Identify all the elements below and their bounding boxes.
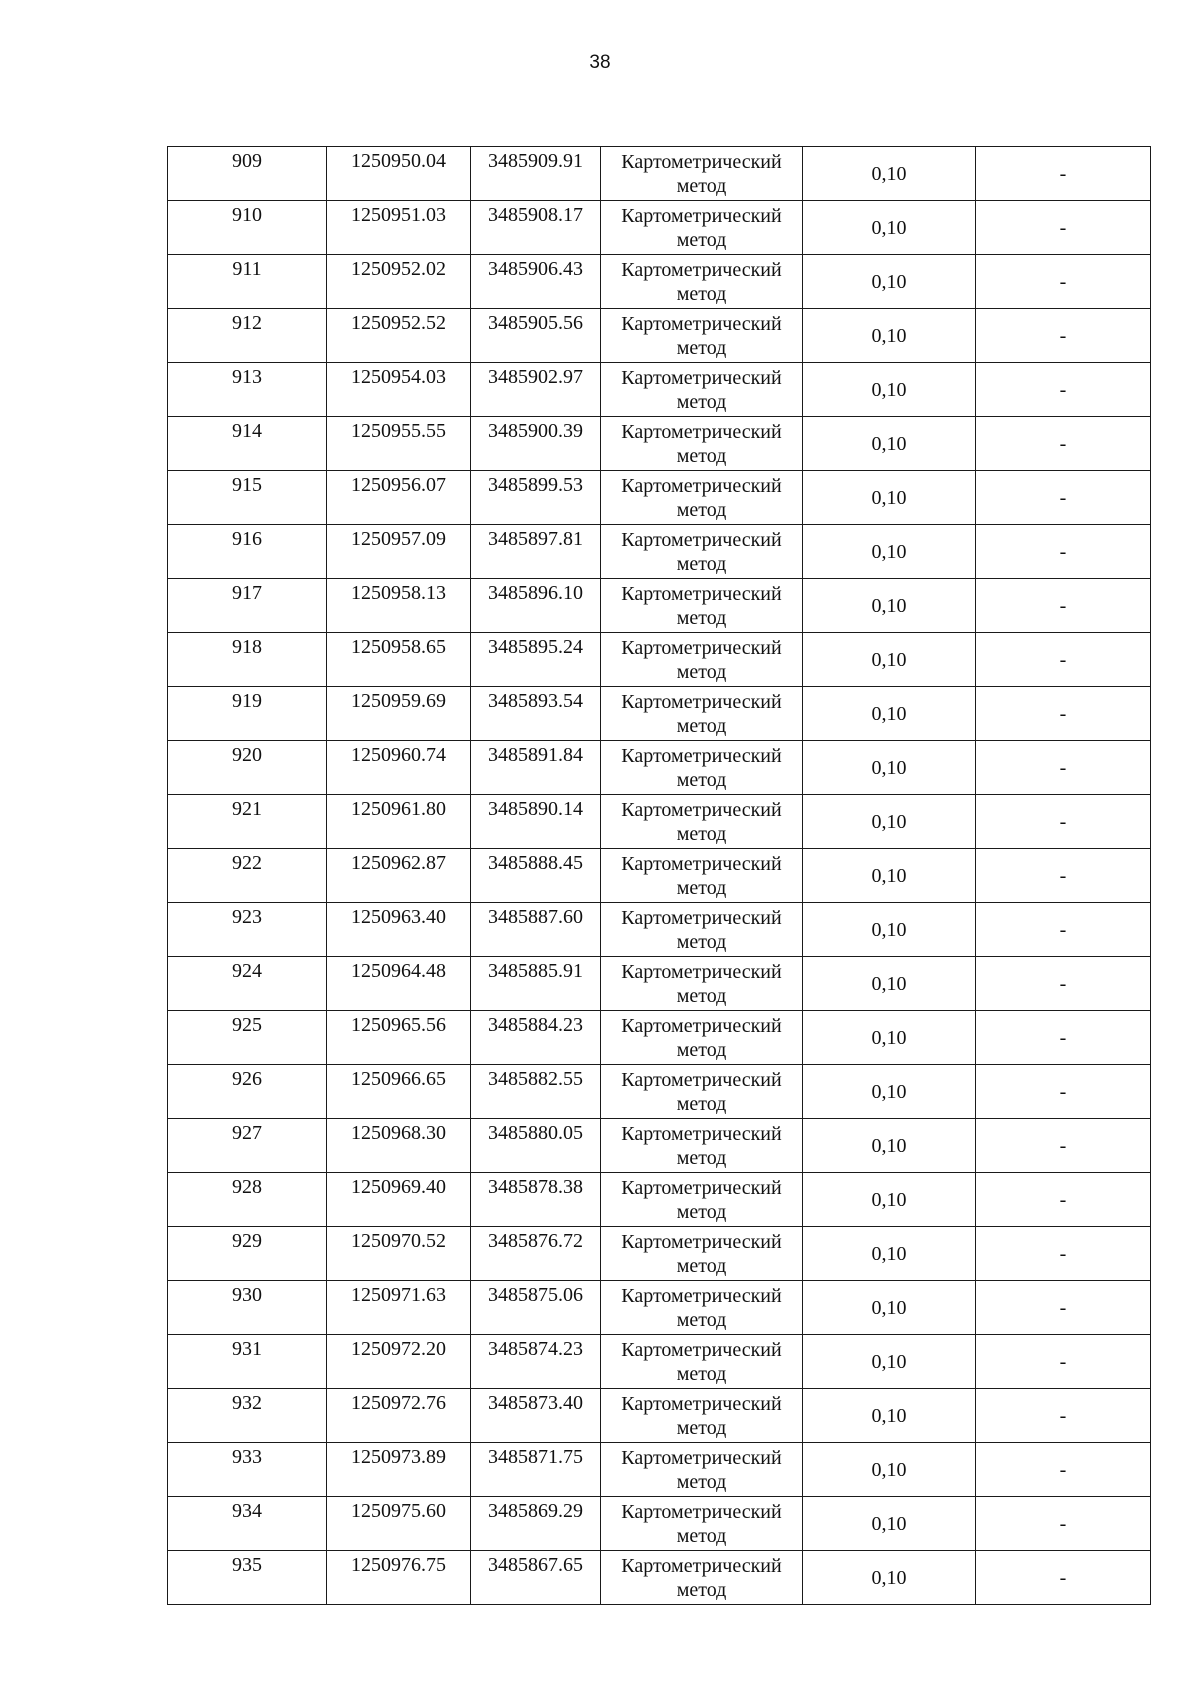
method-cell [601, 687, 803, 741]
method-line-2: метод [676, 769, 727, 791]
note-cell: - [976, 147, 1151, 201]
method-line-2: метод [676, 985, 727, 1007]
point-number-cell: 935 [168, 1551, 327, 1605]
note-cell: - [976, 1281, 1151, 1335]
method-line-2: метод [676, 1525, 727, 1547]
table-row [168, 633, 1151, 687]
table-row [168, 471, 1151, 525]
y-coordinate-cell: 3485899.53 [471, 471, 601, 525]
point-number-cell: 913 [168, 363, 327, 417]
y-coordinate-cell: 3485885.91 [471, 957, 601, 1011]
accuracy-cell: 0,10 [803, 633, 976, 687]
table-row [168, 201, 1151, 255]
method-cell [601, 849, 803, 903]
y-coordinate-cell: 3485890.14 [471, 795, 601, 849]
y-coordinate-cell: 3485887.60 [471, 903, 601, 957]
table-row [168, 957, 1151, 1011]
method-line-2: метод [676, 1417, 727, 1439]
table-row [168, 1443, 1151, 1497]
point-number-cell: 915 [168, 471, 327, 525]
method-cell [601, 795, 803, 849]
note-cell: - [976, 741, 1151, 795]
table-row [168, 1173, 1151, 1227]
table-row [168, 687, 1151, 741]
y-coordinate-cell: 3485884.23 [471, 1011, 601, 1065]
method-line-1: Картометрический [621, 1069, 782, 1091]
point-number-cell: 911 [168, 255, 327, 309]
accuracy-cell: 0,10 [803, 363, 976, 417]
y-coordinate-cell: 3485906.43 [471, 255, 601, 309]
method-line-2: метод [676, 823, 727, 845]
note-cell: - [976, 1119, 1151, 1173]
method-cell [601, 147, 803, 201]
table-row [168, 309, 1151, 363]
note-cell: - [976, 363, 1151, 417]
accuracy-cell: 0,10 [803, 687, 976, 741]
method-line-1: Картометрический [621, 205, 782, 227]
point-number-cell: 923 [168, 903, 327, 957]
table-body [168, 147, 1151, 1605]
table-row [168, 1011, 1151, 1065]
method-cell [601, 903, 803, 957]
x-coordinate-cell: 1250952.52 [327, 309, 471, 363]
method-cell [601, 957, 803, 1011]
x-coordinate-cell: 1250952.02 [327, 255, 471, 309]
method-cell [601, 1173, 803, 1227]
method-line-1: Картометрический [621, 259, 782, 281]
accuracy-cell: 0,10 [803, 147, 976, 201]
x-coordinate-cell: 1250956.07 [327, 471, 471, 525]
y-coordinate-cell: 3485900.39 [471, 417, 601, 471]
y-coordinate-cell: 3485871.75 [471, 1443, 601, 1497]
point-number-cell: 928 [168, 1173, 327, 1227]
note-cell: - [976, 633, 1151, 687]
note-cell: - [976, 1065, 1151, 1119]
accuracy-cell: 0,10 [803, 525, 976, 579]
method-cell [601, 1065, 803, 1119]
page-number: 38 [589, 52, 611, 73]
note-cell: - [976, 1551, 1151, 1605]
accuracy-cell: 0,10 [803, 1065, 976, 1119]
note-cell: - [976, 201, 1151, 255]
method-cell [601, 1281, 803, 1335]
table-row [168, 795, 1151, 849]
accuracy-cell: 0,10 [803, 1335, 976, 1389]
table-row [168, 1389, 1151, 1443]
point-number-cell: 909 [168, 147, 327, 201]
x-coordinate-cell: 1250970.52 [327, 1227, 471, 1281]
method-line-2: метод [676, 877, 727, 899]
point-number-cell: 933 [168, 1443, 327, 1497]
point-number-cell: 932 [168, 1389, 327, 1443]
method-line-1: Картометрический [621, 1123, 782, 1145]
table-row [168, 1227, 1151, 1281]
accuracy-cell: 0,10 [803, 1389, 976, 1443]
method-line-1: Картометрический [621, 529, 782, 551]
note-cell: - [976, 903, 1151, 957]
method-line-1: Картометрический [621, 1177, 782, 1199]
y-coordinate-cell: 3485869.29 [471, 1497, 601, 1551]
x-coordinate-cell: 1250962.87 [327, 849, 471, 903]
method-cell [601, 471, 803, 525]
x-coordinate-cell: 1250966.65 [327, 1065, 471, 1119]
x-coordinate-cell: 1250963.40 [327, 903, 471, 957]
point-number-cell: 921 [168, 795, 327, 849]
method-line-1: Картометрический [621, 1015, 782, 1037]
method-line-2: метод [676, 283, 727, 305]
note-cell: - [976, 795, 1151, 849]
method-line-1: Картометрический [621, 313, 782, 335]
coordinates-table [167, 146, 1151, 1605]
y-coordinate-cell: 3485895.24 [471, 633, 601, 687]
y-coordinate-cell: 3485902.97 [471, 363, 601, 417]
method-line-2: метод [676, 1363, 727, 1385]
point-number-cell: 924 [168, 957, 327, 1011]
note-cell: - [976, 1335, 1151, 1389]
table-row [168, 417, 1151, 471]
y-coordinate-cell: 3485896.10 [471, 579, 601, 633]
method-line-1: Картометрический [621, 1501, 782, 1523]
table-row [168, 1335, 1151, 1389]
accuracy-cell: 0,10 [803, 741, 976, 795]
method-line-1: Картометрический [621, 745, 782, 767]
method-line-2: метод [676, 661, 727, 683]
method-line-1: Картометрический [621, 1285, 782, 1307]
x-coordinate-cell: 1250959.69 [327, 687, 471, 741]
note-cell: - [976, 525, 1151, 579]
method-line-2: метод [676, 499, 727, 521]
method-line-2: метод [676, 1471, 727, 1493]
method-line-2: метод [676, 931, 727, 953]
method-line-2: метод [676, 1147, 727, 1169]
method-line-2: метод [676, 445, 727, 467]
method-cell [601, 1551, 803, 1605]
method-line-2: метод [676, 1309, 727, 1331]
y-coordinate-cell: 3485891.84 [471, 741, 601, 795]
accuracy-cell: 0,10 [803, 309, 976, 363]
x-coordinate-cell: 1250950.04 [327, 147, 471, 201]
y-coordinate-cell: 3485893.54 [471, 687, 601, 741]
method-line-2: метод [676, 337, 727, 359]
method-line-1: Картометрический [621, 1231, 782, 1253]
method-line-1: Картометрический [621, 637, 782, 659]
method-line-1: Картометрический [621, 583, 782, 605]
point-number-cell: 927 [168, 1119, 327, 1173]
x-coordinate-cell: 1250954.03 [327, 363, 471, 417]
method-cell [601, 1389, 803, 1443]
accuracy-cell: 0,10 [803, 1227, 976, 1281]
accuracy-cell: 0,10 [803, 471, 976, 525]
accuracy-cell: 0,10 [803, 1281, 976, 1335]
method-cell [601, 1335, 803, 1389]
x-coordinate-cell: 1250958.13 [327, 579, 471, 633]
table-row [168, 1551, 1151, 1605]
point-number-cell: 920 [168, 741, 327, 795]
method-line-2: метод [676, 715, 727, 737]
y-coordinate-cell: 3485880.05 [471, 1119, 601, 1173]
note-cell: - [976, 471, 1151, 525]
x-coordinate-cell: 1250973.89 [327, 1443, 471, 1497]
x-coordinate-cell: 1250964.48 [327, 957, 471, 1011]
note-cell: - [976, 417, 1151, 471]
method-line-2: метод [676, 1039, 727, 1061]
point-number-cell: 926 [168, 1065, 327, 1119]
method-cell [601, 363, 803, 417]
point-number-cell: 912 [168, 309, 327, 363]
point-number-cell: 918 [168, 633, 327, 687]
method-cell [601, 1011, 803, 1065]
method-line-2: метод [676, 1255, 727, 1277]
x-coordinate-cell: 1250965.56 [327, 1011, 471, 1065]
y-coordinate-cell: 3485905.56 [471, 309, 601, 363]
method-cell [601, 417, 803, 471]
note-cell: - [976, 309, 1151, 363]
point-number-cell: 914 [168, 417, 327, 471]
note-cell: - [976, 849, 1151, 903]
y-coordinate-cell: 3485875.06 [471, 1281, 601, 1335]
method-cell [601, 633, 803, 687]
y-coordinate-cell: 3485909.91 [471, 147, 601, 201]
method-line-1: Картометрический [621, 1555, 782, 1577]
note-cell: - [976, 1443, 1151, 1497]
x-coordinate-cell: 1250961.80 [327, 795, 471, 849]
note-cell: - [976, 687, 1151, 741]
accuracy-cell: 0,10 [803, 849, 976, 903]
accuracy-cell: 0,10 [803, 201, 976, 255]
y-coordinate-cell: 3485867.65 [471, 1551, 601, 1605]
method-line-1: Картометрический [621, 799, 782, 821]
method-cell [601, 1119, 803, 1173]
x-coordinate-cell: 1250976.75 [327, 1551, 471, 1605]
method-line-1: Картометрический [621, 853, 782, 875]
point-number-cell: 931 [168, 1335, 327, 1389]
method-cell [601, 741, 803, 795]
x-coordinate-cell: 1250969.40 [327, 1173, 471, 1227]
method-line-1: Картометрический [621, 151, 782, 173]
x-coordinate-cell: 1250975.60 [327, 1497, 471, 1551]
note-cell: - [976, 1389, 1151, 1443]
table-row [168, 255, 1151, 309]
method-line-2: метод [676, 553, 727, 575]
method-line-1: Картометрический [621, 421, 782, 443]
x-coordinate-cell: 1250951.03 [327, 201, 471, 255]
accuracy-cell: 0,10 [803, 1011, 976, 1065]
x-coordinate-cell: 1250960.74 [327, 741, 471, 795]
y-coordinate-cell: 3485882.55 [471, 1065, 601, 1119]
y-coordinate-cell: 3485874.23 [471, 1335, 601, 1389]
table-row [168, 525, 1151, 579]
accuracy-cell: 0,10 [803, 795, 976, 849]
method-cell [601, 525, 803, 579]
point-number-cell: 934 [168, 1497, 327, 1551]
accuracy-cell: 0,10 [803, 255, 976, 309]
point-number-cell: 925 [168, 1011, 327, 1065]
point-number-cell: 919 [168, 687, 327, 741]
point-number-cell: 922 [168, 849, 327, 903]
accuracy-cell: 0,10 [803, 1173, 976, 1227]
x-coordinate-cell: 1250955.55 [327, 417, 471, 471]
accuracy-cell: 0,10 [803, 1443, 976, 1497]
table-row [168, 1065, 1151, 1119]
point-number-cell: 916 [168, 525, 327, 579]
method-cell [601, 309, 803, 363]
note-cell: - [976, 957, 1151, 1011]
method-line-1: Картометрический [621, 1447, 782, 1469]
method-cell [601, 201, 803, 255]
y-coordinate-cell: 3485876.72 [471, 1227, 601, 1281]
method-line-2: метод [676, 1093, 727, 1115]
table-row [168, 363, 1151, 417]
method-cell [601, 255, 803, 309]
point-number-cell: 917 [168, 579, 327, 633]
accuracy-cell: 0,10 [803, 579, 976, 633]
note-cell: - [976, 579, 1151, 633]
method-line-1: Картометрический [621, 961, 782, 983]
y-coordinate-cell: 3485873.40 [471, 1389, 601, 1443]
method-line-1: Картометрический [621, 367, 782, 389]
y-coordinate-cell: 3485878.38 [471, 1173, 601, 1227]
x-coordinate-cell: 1250972.76 [327, 1389, 471, 1443]
method-line-1: Картометрический [621, 691, 782, 713]
note-cell: - [976, 1497, 1151, 1551]
note-cell: - [976, 1011, 1151, 1065]
method-line-1: Картометрический [621, 1393, 782, 1415]
accuracy-cell: 0,10 [803, 1119, 976, 1173]
table-row [168, 1119, 1151, 1173]
accuracy-cell: 0,10 [803, 1551, 976, 1605]
method-line-1: Картометрический [621, 475, 782, 497]
table-row [168, 849, 1151, 903]
x-coordinate-cell: 1250972.20 [327, 1335, 471, 1389]
accuracy-cell: 0,10 [803, 957, 976, 1011]
accuracy-cell: 0,10 [803, 1497, 976, 1551]
table-row [168, 147, 1151, 201]
y-coordinate-cell: 3485888.45 [471, 849, 601, 903]
table-row [168, 1497, 1151, 1551]
method-line-2: метод [676, 391, 727, 413]
note-cell: - [976, 1227, 1151, 1281]
method-cell [601, 1497, 803, 1551]
method-cell [601, 1443, 803, 1497]
table-row [168, 741, 1151, 795]
x-coordinate-cell: 1250957.09 [327, 525, 471, 579]
point-number-cell: 929 [168, 1227, 327, 1281]
method-line-1: Картометрический [621, 907, 782, 929]
method-line-1: Картометрический [621, 1339, 782, 1361]
note-cell: - [976, 1173, 1151, 1227]
x-coordinate-cell: 1250958.65 [327, 633, 471, 687]
table-row [168, 579, 1151, 633]
table-row [168, 1281, 1151, 1335]
point-number-cell: 930 [168, 1281, 327, 1335]
y-coordinate-cell: 3485908.17 [471, 201, 601, 255]
note-cell: - [976, 255, 1151, 309]
x-coordinate-cell: 1250968.30 [327, 1119, 471, 1173]
method-line-2: метод [676, 607, 727, 629]
y-coordinate-cell: 3485897.81 [471, 525, 601, 579]
accuracy-cell: 0,10 [803, 417, 976, 471]
method-line-2: метод [676, 1579, 727, 1601]
point-number-cell: 910 [168, 201, 327, 255]
method-line-2: метод [676, 1201, 727, 1223]
method-line-2: метод [676, 229, 727, 251]
accuracy-cell: 0,10 [803, 903, 976, 957]
method-cell [601, 579, 803, 633]
method-line-2: метод [676, 175, 727, 197]
table-row [168, 903, 1151, 957]
method-cell [601, 1227, 803, 1281]
x-coordinate-cell: 1250971.63 [327, 1281, 471, 1335]
